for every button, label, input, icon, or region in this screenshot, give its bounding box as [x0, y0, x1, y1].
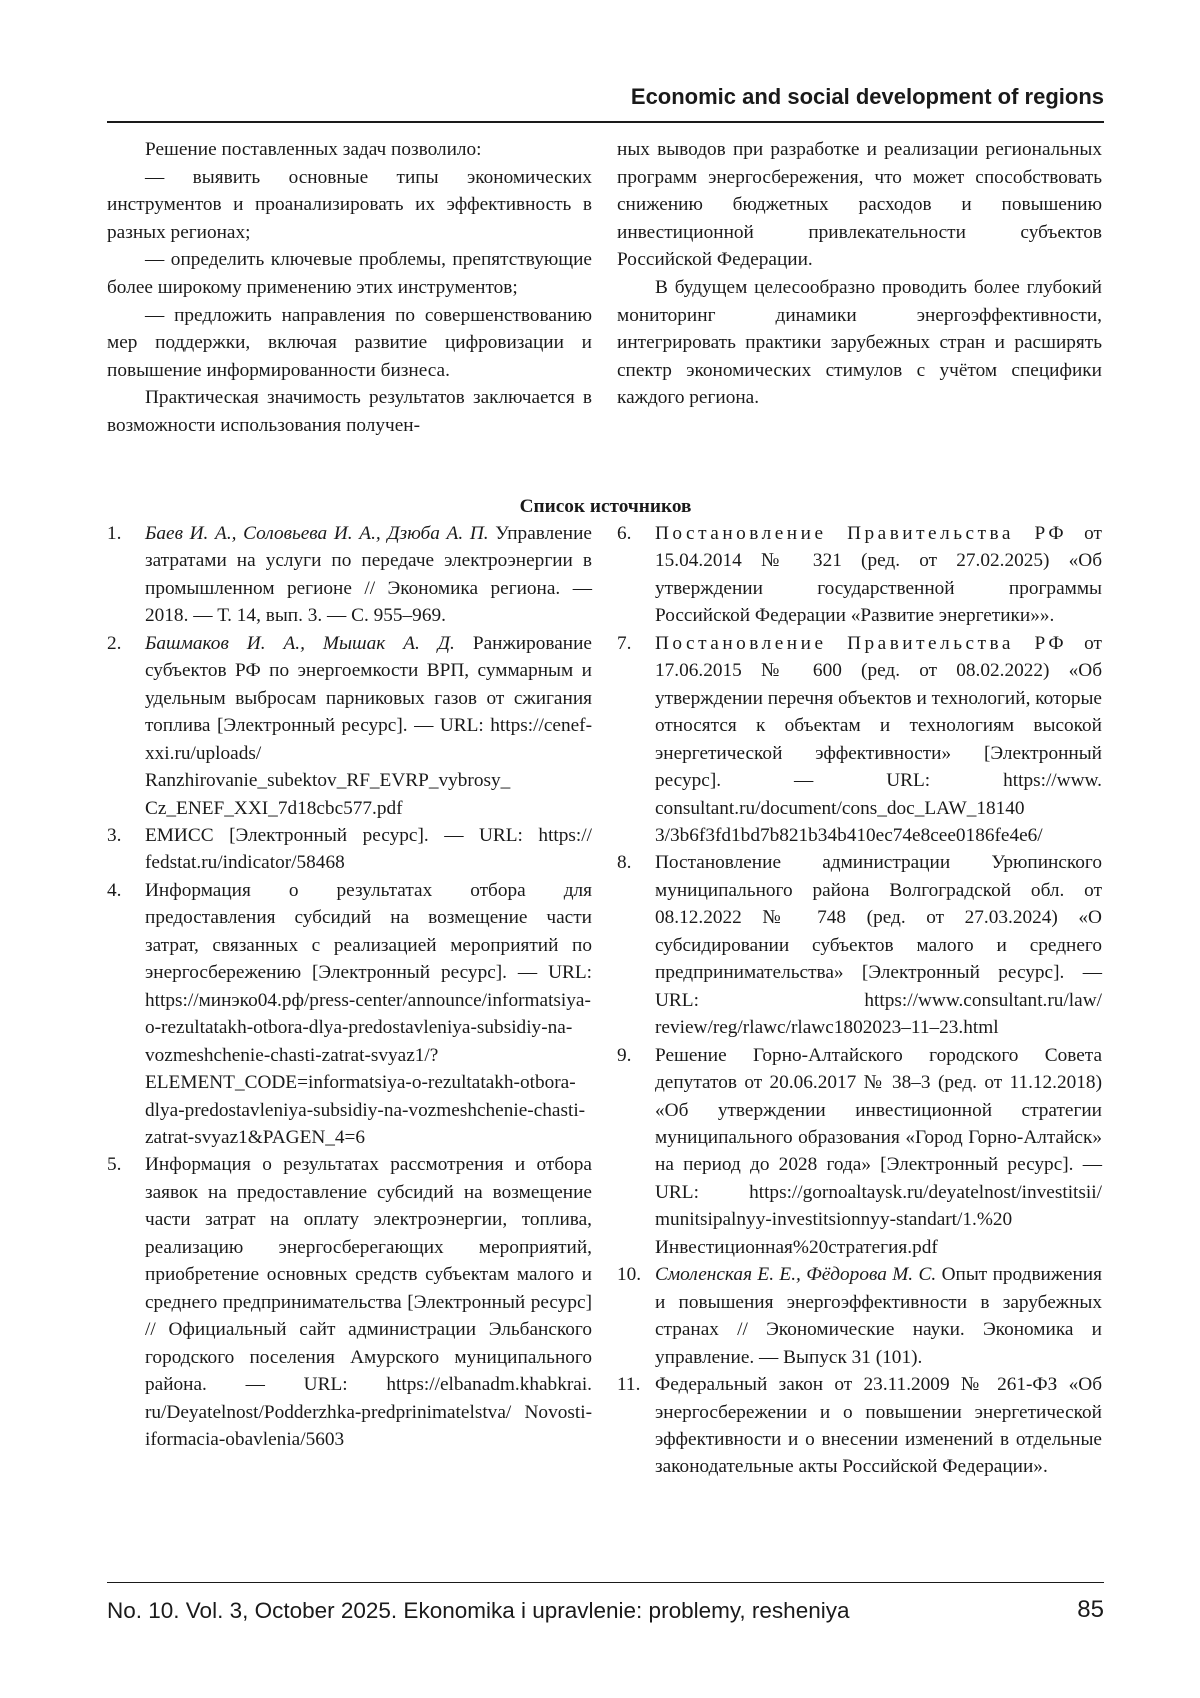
footer-journal-info: No. 10. Vol. 3, October 2025. Ekonomika i upravlenie: problemy, resheniya — [107, 1598, 850, 1623]
reference-text: ЕМИСС [Электронный ресурс]. — URL: https:// fedstat.ru/indicator/58468 — [145, 824, 592, 874]
body-list-item: — выявить основные типы экономических инструментов и проанализировать их эффективность в разных регионах; — [107, 166, 592, 243]
references-list-right — [617, 520, 1102, 1481]
reference-number: 10. — [617, 1264, 642, 1286]
reference-authors: Башмаков И. А., Мышак А. Д. — [145, 632, 455, 654]
reference-text: Управление затратами на услуги по передаче электроэнергии в промышленном регионе // Экономика региона. — 2018. — Т. 14, вып. 3. — С. 955–969. — [145, 523, 592, 627]
reference-text: Федеральный закон от 23.11.2009 № 261-ФЗ «Об энергосбережении и о повышении энергетической эффективности и о внесении изменений в отдельные законодательные акты Российской Федерации». — [655, 1374, 1102, 1478]
reference-item — [617, 630, 1102, 850]
footer-rule — [107, 1582, 1104, 1583]
body-list-item: — определить ключевые проблемы, препятствующие более широкому применению этих инструментов; — [107, 249, 592, 298]
reference-text: Решение Горно-Алтайского городского Совета депутатов от 20.06.2017 № 38–3 (ред. от 11.12.2018) «Об утверждении инвестиционной стратегии муниципального образования «Город Горно-Алтайск» на период до 2028 года» [Электронный ресурс]. — URL: https://gornoaltaysk.ru/deyatelnost/investitsii/ munitsipalnyy-investitsionnyy-standart/1.%20 Инвестиционная%20стратегия.pdf — [655, 1044, 1102, 1258]
reference-text: от 15.04.2014 № 321 (ред. от 27.02.2025) «Об утверждении государственной программы Российской Федерации «Развитие энергетики»». — [655, 523, 1102, 627]
reference-authors: Баев И. А., Соловьева И. А., Дзюба А. П. — [145, 523, 489, 544]
reference-text: Информация о результатах отбора для предоставления субсидий на возмещение части затрат, связанных с реализацией мероприятий по энергосбережению [Электронный ресурс]. — URL: https://минэко04.рф/press-center/announce/informatsiya-o-rezultatakh-otbora-dlya-predostavleniya-subsidiy-na-vozmeshchenie-chasti-zatrat-svyaz1/?ELEMENT_CODE=informatsiya-o-rezultatakh-otbora-dlya-predostavleniya-subsidiy-na-vozmeshchenie-chasti-zatrat-svyaz1&PAGEN_4=6 — [145, 879, 592, 1148]
reference-text: Ранжирование субъектов РФ по энергоемкости ВРП, суммарным и удельным выбросам парниковых газов от сжигания топлива [Электронный ресурс]. — URL: https://cenef-xxi.ru/uploads/ Ranzhirovanie_subektov_RF_EVRP_vybrosy_ Cz_ENEF_XXI_7d18cbc577.pdf — [145, 632, 592, 819]
running-header: Economic and social development of regions — [630, 84, 1104, 109]
reference-number: 6. — [617, 523, 632, 544]
header-rule — [107, 121, 1104, 123]
references-heading: Список источников — [519, 496, 692, 517]
body-paragraph: Решение поставленных задач позволило: — [145, 139, 482, 160]
reference-number: 11. — [617, 1374, 641, 1396]
reference-item — [617, 1042, 1102, 1262]
reference-item — [617, 849, 1102, 1041]
reference-item — [107, 1151, 592, 1453]
reference-number: 1. — [107, 523, 122, 544]
page-number: 85 — [1077, 1596, 1104, 1623]
body-column-right — [617, 136, 1102, 412]
reference-text: от 17.06.2015 № 600 (ред. от 08.02.2022) «Об утверждении перечня объектов и технологий, которые относятся к объектам и технологиям высокой энергетической эффективности» [Электронный ресурс]. — URL: https://www. consultant.ru/document/cons_doc_LAW_18140 3/3b6f3fd1bd7b821b34b410ec74e8cee0186fe4e6/ — [655, 632, 1102, 846]
body-paragraph: Практическая значимость результатов заключается в возможности использования получен- — [107, 387, 592, 436]
reference-item — [107, 877, 592, 1152]
reference-number: 8. — [617, 852, 632, 874]
reference-text: Постановление администрации Урюпинского муниципального района Волгоградской обл. от 08.12.2022 № 748 (ред. от 27.03.2024) «О субсидировании субъектов малого и среднего предпринимательства» [Электронный ресурс]. — URL: https://www.consultant.ru/law/ review/reg/rlawc/rlawc1802023–11–23.html — [655, 852, 1102, 1039]
body-paragraph: В будущем целесообразно проводить более глубокий мониторинг динамики энергоэффективности, интегрировать практики зарубежных стран и расширять спектр экономических стимулов с учётом специфики каждого региона. — [617, 276, 1102, 409]
reference-item — [107, 822, 592, 877]
reference-number: 4. — [107, 879, 122, 901]
reference-lead: Постановление Правительства РФ — [655, 523, 1068, 544]
reference-item — [107, 520, 592, 630]
reference-number: 3. — [107, 824, 122, 846]
body-paragraph: ных выводов при разработке и реализации региональных программ энергосбережения, что может способствовать снижению бюджетных расходов и повышению инвестиционной привлекательности субъектов Российской Федерации. — [617, 139, 1102, 271]
reference-authors: Смоленская Е. Е., Фёдорова М. С. — [655, 1264, 937, 1286]
reference-item — [617, 1371, 1102, 1481]
reference-lead: Постановление Правительства РФ — [655, 632, 1068, 654]
reference-item — [107, 630, 592, 822]
reference-number: 9. — [617, 1044, 632, 1066]
body-column-left — [107, 136, 592, 440]
references-list-left — [107, 520, 592, 1453]
reference-number: 5. — [107, 1154, 122, 1176]
body-list-item: — предложить направления по совершенствованию мер поддержки, включая развитие цифровизации и повышение информированности бизнеса. — [107, 304, 592, 381]
reference-number: 7. — [617, 632, 632, 654]
reference-text: Опыт продвижения и повышения энергоэффективности в зарубежных странах // Экономические науки. Экономика и управление. — Выпуск 31 (101). — [655, 1264, 1102, 1368]
reference-text: Информация о результатах рассмотрения и отбора заявок на предоставление субсидий на возмещение части затрат на оплату электроэнергии, топлива, реализацию энергосберегающих мероприятий, приобретение основных средств субъектам малого и среднего предпринимательства [Электронный ресурс] // Официальный сайт администрации Эльбанского городского поселения Амурского муниципального района. — URL: https://elbanadm.khabkrai. ru/Deyatelnost/Podderzhka-predprinimatelstva/ Novosti-iformacia-obavlenia/5603 — [145, 1154, 592, 1450]
reference-item — [617, 520, 1102, 630]
reference-number: 2. — [107, 632, 122, 654]
reference-item — [617, 1261, 1102, 1371]
